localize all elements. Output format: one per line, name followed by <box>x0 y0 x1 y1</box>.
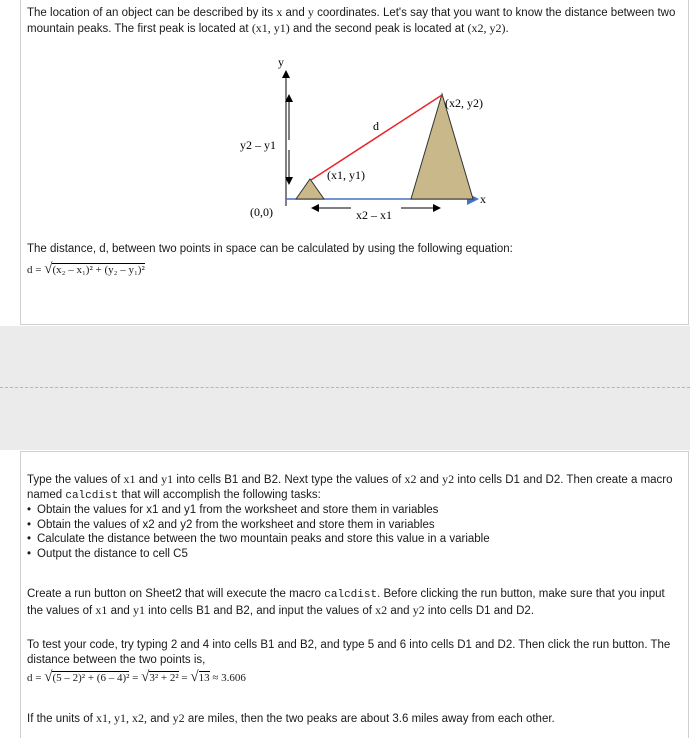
task-item: • Obtain the values for x1 and y1 from the worksheet and store them in variables <box>27 503 682 518</box>
conclusion-paragraph: If the units of x1, y1, x2, and y2 are miles, then the two peaks are about 3.6 miles away from each other. <box>27 711 555 725</box>
instructions-paragraph: Type the values of x1 and y1 into cells B1 and B2. Next type the values of x2 and y2 into cells D1 and D2. Then create a macro named calcdist that will accomplish the following tasks: • Obtain the values for x1 and y1 from the worksheet and store them in variables • Obtain the values of x2 and y2 from the worksheet and store them in variables • Calculate the distance between the two mountain peaks and store this value in a variable • Output the distance to cell C5 <box>27 472 682 561</box>
point-2-label: (x2, y2) <box>445 96 483 110</box>
distance-equation: d = √(x₂ – x₁)² + (y₂ – y₁)² <box>27 261 145 277</box>
task-item: • Obtain the values of x2 and y2 from the worksheet and store them in variables <box>27 518 682 533</box>
origin-label: (0,0) <box>250 205 273 219</box>
intro-panel <box>20 0 689 325</box>
page-break-line <box>0 387 690 388</box>
distance-label: d <box>373 119 379 133</box>
dx-label: x2 – x1 <box>356 208 392 222</box>
x-axis-label: x <box>480 192 486 206</box>
run-button-paragraph: Create a run button on Sheet2 that will execute the macro calcdist. Before clicking the run button, make sure that you input the values of x1 and y1 into cells B1 and B2, and input the values of x2 and y2 into cells D1 and D2. <box>27 588 665 617</box>
dy-label: y2 – y1 <box>240 138 276 152</box>
task-item: • Calculate the distance between the two mountain peaks and store this value in a variable <box>27 532 682 547</box>
task-item: • Output the distance to cell C5 <box>27 547 682 562</box>
intro-paragraph: The location of an object can be described by its x and y coordinates. Let's say that you want to know the distance between two mountain peaks. The first peak is located at (x1, y1) and the second peak is located at (x2, y2). <box>27 5 676 35</box>
equation-caption: The distance, d, between two points in space can be calculated by using the following equation: <box>27 243 513 255</box>
point-1-label: (x1, y1) <box>327 168 365 182</box>
task-list <box>27 503 682 561</box>
mountain-1 <box>296 179 324 199</box>
mountain-distance-diagram <box>21 0 690 235</box>
instructions-panel <box>20 451 689 738</box>
page-gap <box>0 326 690 450</box>
test-paragraph: To test your code, try typing 2 and 4 into cells B1 and B2, and type 5 and 6 into cells D1 and D2. Then click the run button. The distance between the two points is, <box>27 639 671 666</box>
test-equation: d = √(5 – 2)² + (6 – 4)² = √3² + 2² = √13 ≈ 3.606 <box>27 669 246 685</box>
y-axis-label: y <box>278 55 284 69</box>
